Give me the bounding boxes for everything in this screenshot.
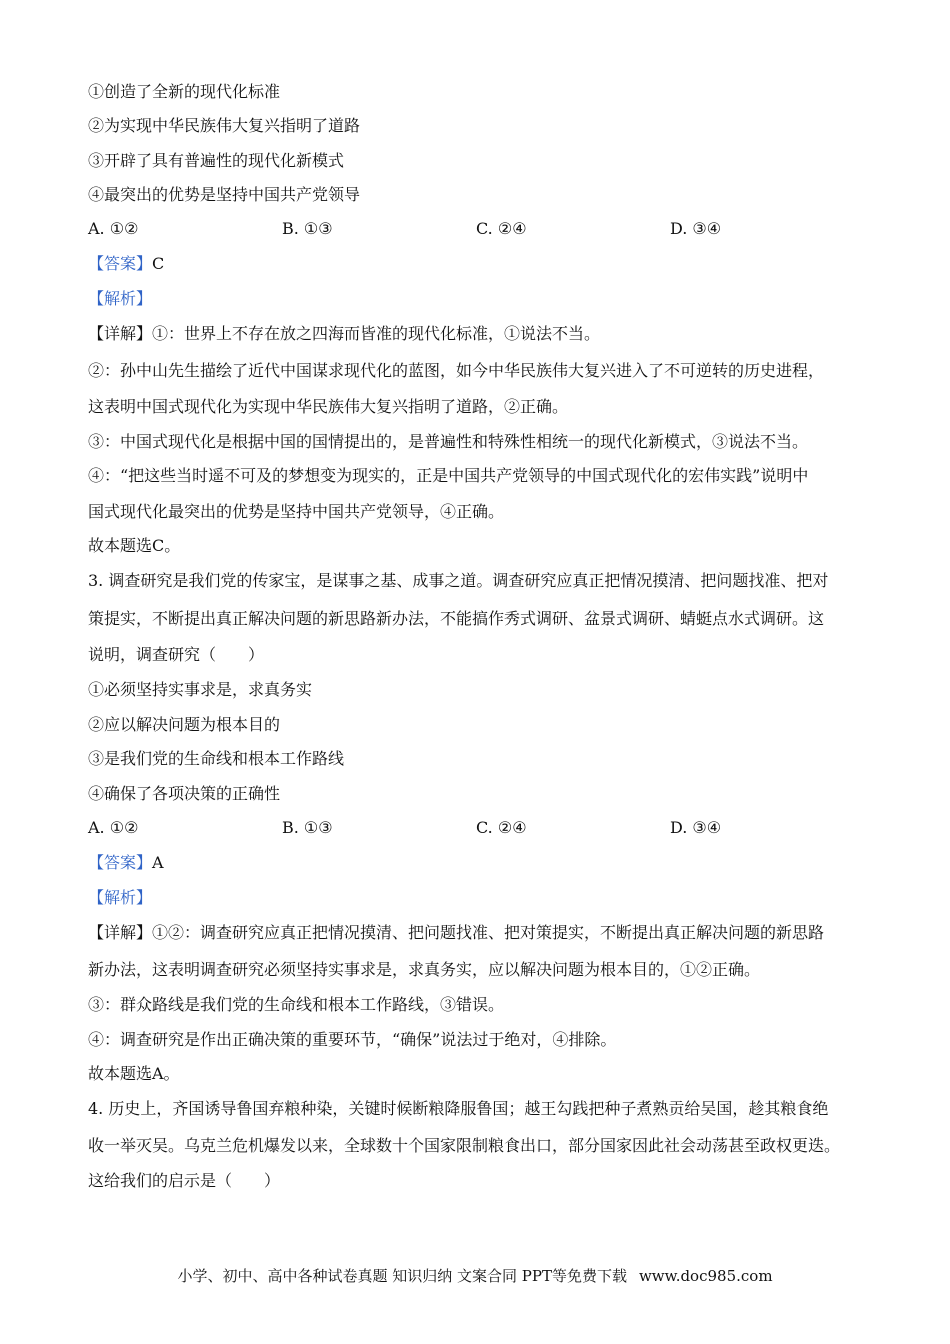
q2-option-d: D. ③④ [670,219,722,238]
q3-stem-2: 策提实，不断提出真正解决问题的新思路新办法，不能搞作秀式调研、盆景式调研、蜻蜓点水式调研。这 [88,609,825,628]
q2-detail-4: ③：中国式现代化是根据中国的国情提出的，是普遍性和特殊性相统一的现代化新模式，③说法不当。 [88,432,809,451]
q3-detail-1 [88,921,824,945]
q2-detail-6: 国式现代化最突出的优势是坚持中国共产党领导，④正确。 [88,502,505,521]
detail-text: ①②：调查研究应真正把情况摸清、把问题找准、把对策提实，不断提出真正解决问题的新思路 [152,923,825,942]
q2-conclusion: 故本题选C。 [88,536,181,555]
q2-item-4: ④最突出的优势是坚持中国共产党领导 [88,185,361,204]
footer-site-link[interactable]: www.doc985.com [638,1267,773,1285]
page-footer [0,1266,950,1286]
q2-item-3: ③开辟了具有普遍性的现代化新模式 [88,151,345,170]
q3-analysis-label: 【解析】 [88,888,153,907]
q3-option-c: C. ②④ [476,818,527,837]
q2-item-2: ②为实现中华民族伟大复兴指明了道路 [88,116,361,135]
q3-stem-1: 3. 调查研究是我们党的传家宝，是谋事之基、成事之道。调查研究应真正把情况摸清、把问题找准、把对 [88,571,829,590]
q4-stem-3: 这给我们的启示是（ ） [88,1171,281,1190]
q2-answer [88,252,164,276]
answer-value: C [152,254,165,273]
q3-detail-3: ③：群众路线是我们党的生命线和根本工作路线，③错误。 [88,995,505,1014]
q3-conclusion: 故本题选A。 [88,1064,180,1083]
q3-item-2: ②应以解决问题为根本目的 [88,715,281,734]
detail-label: 【详解】 [88,324,153,343]
q3-options [88,816,848,840]
answer-label: 【答案】 [88,853,153,872]
q3-answer [88,851,164,875]
q2-option-a: A. ①② [88,219,139,238]
q2-detail-5: ④：“把这些当时遥不可及的梦想变为现实的，正是中国共产党领导的中国式现代化的宏伟实践”说明中 [88,466,809,485]
q2-detail-3: 这表明中国式现代化为实现中华民族伟大复兴指明了道路，②正确。 [88,397,569,416]
detail-text: ①：世界上不存在放之四海而皆准的现代化标准，①说法不当。 [152,324,601,343]
q2-item-1: ①创造了全新的现代化标准 [88,82,281,101]
q3-stem-3: 说明，调查研究（ ） [88,645,265,664]
answer-label: 【答案】 [88,254,153,273]
q3-detail-2: 新办法，这表明调查研究必须坚持实事求是，求真务实，应以解决问题为根本目的，①②正确。 [88,960,761,979]
q2-analysis-label: 【解析】 [88,289,153,308]
answer-value: A [152,853,164,872]
q3-option-b: B. ①③ [282,818,333,837]
q3-item-1: ①必须坚持实事求是，求真务实 [88,680,313,699]
footer-text: 小学、初中、高中各种试卷真题 知识归纳 文案合同 PPT等免费下载 [177,1267,627,1285]
q2-option-b: B. ①③ [282,219,333,238]
q4-stem-1: 4. 历史上，齐国诱导鲁国弃粮种染，关键时候断粮降服鲁国；越王勾践把种子煮熟贡给吴国，趁其粮食绝 [88,1099,829,1118]
q2-options [88,217,848,241]
q3-item-4: ④确保了各项决策的正确性 [88,784,281,803]
q2-detail-1 [88,322,600,346]
q4-stem-2: 收一举灭吴。乌克兰危机爆发以来，全球数十个国家限制粮食出口，部分国家因此社会动荡甚至政权更迭。 [88,1136,841,1155]
q3-option-d: D. ③④ [670,818,722,837]
q3-item-3: ③是我们党的生命线和根本工作路线 [88,749,345,768]
q3-option-a: A. ①② [88,818,139,837]
q3-detail-4: ④：调查研究是作出正确决策的重要环节，“确保”说法过于绝对，④排除。 [88,1030,617,1049]
q2-detail-2: ②：孙中山先生描绘了近代中国谋求现代化的蓝图，如今中华民族伟大复兴进入了不可逆转的历史进程， [88,361,825,380]
detail-label: 【详解】 [88,923,153,942]
q2-option-c: C. ②④ [476,219,527,238]
